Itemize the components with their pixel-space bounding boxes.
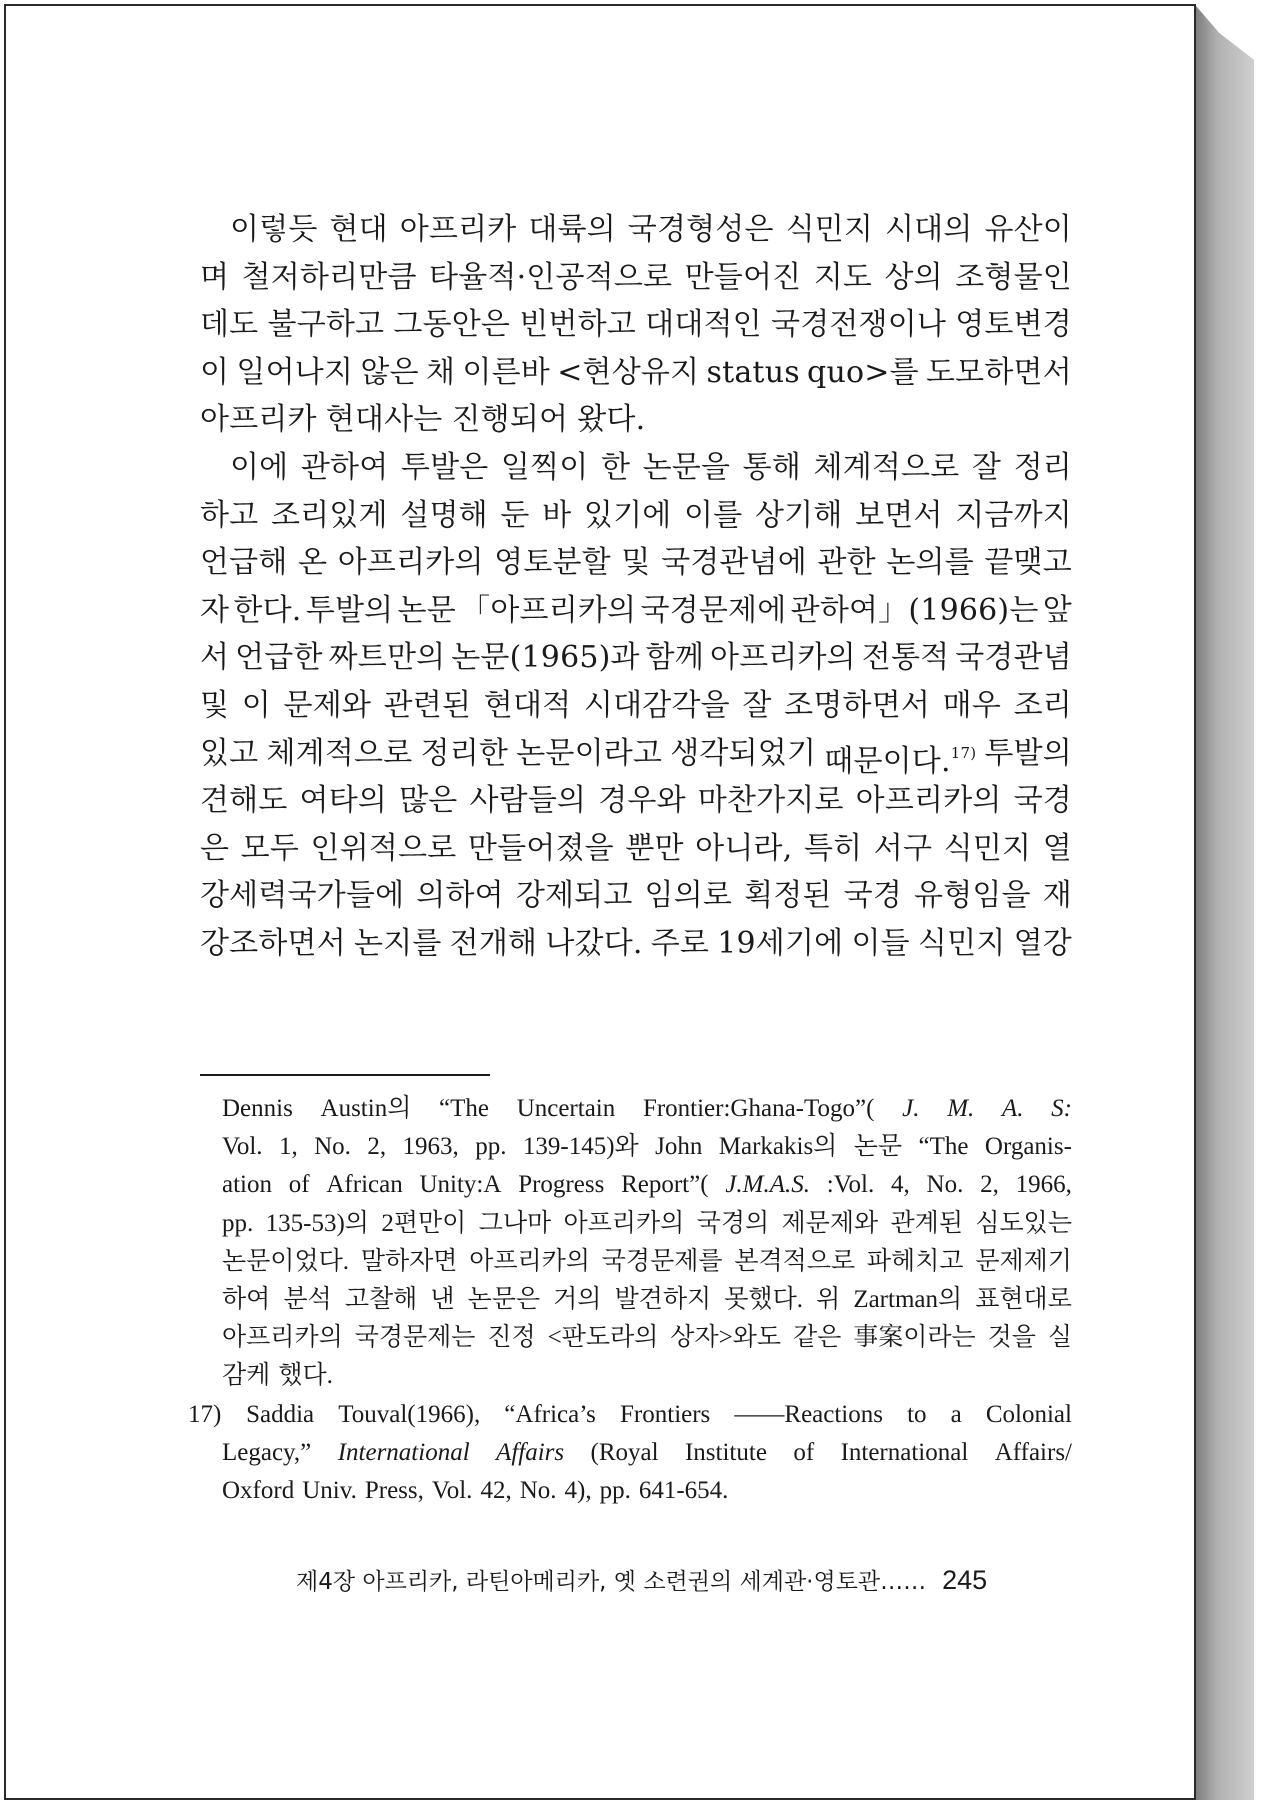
footnote-word: “The [439, 1095, 489, 1122]
body-word: 국경문제에 [640, 592, 787, 628]
body-word: 현대적 [483, 687, 572, 723]
footnote-word: Progress [518, 1171, 605, 1199]
footnote-word: :Vol. [826, 1171, 875, 1199]
body-word: 아프리카의 [337, 545, 484, 581]
body-word: 현대사는 [325, 402, 443, 438]
footnote-word: 2, [367, 1133, 387, 1161]
footnote-word: 상자>와도 [670, 1324, 781, 1352]
footnote-word: 135-53)의 [265, 1209, 369, 1237]
body-word: 체계적으로 [813, 449, 960, 485]
body-word: 일어나지 [236, 354, 354, 390]
body-word: 투발의 [305, 592, 394, 628]
body-word: 은 [200, 830, 230, 866]
body-word: 상기해 [755, 497, 843, 533]
footnote-word: <판도라의 [547, 1324, 659, 1352]
body-word: 논문이라고 [516, 735, 663, 771]
body-word: 둔 [500, 497, 530, 533]
footnote-line [222, 1128, 1072, 1166]
body-word: 잘 [742, 687, 772, 723]
footnote-word: 실 [1047, 1324, 1072, 1352]
body-word: 지도 [813, 259, 873, 295]
footnote-word: 파헤치고 [866, 1247, 964, 1275]
footnote-word: Institute [684, 1438, 767, 1466]
body-word: 아프리카의 [709, 640, 856, 676]
body-word: 주로 [650, 925, 710, 961]
body-word: 임의로 [644, 878, 733, 914]
footnote-word: 낸 [430, 1285, 455, 1313]
body-word: 데도 [200, 307, 259, 343]
body-word: 아프리카의 [855, 783, 1002, 819]
footnote-word: 논문 [853, 1133, 903, 1161]
footnote-word: 본격적으로 [734, 1247, 856, 1275]
footnote-word: 표현대로 [975, 1285, 1072, 1313]
body-word: 빈번하고 [519, 307, 636, 343]
footnote-word: 분석 [283, 1285, 332, 1313]
body-word: 잘 [971, 449, 1002, 485]
footnote-word: Oxford [222, 1476, 295, 1504]
footnote-word: Zartman의 [853, 1285, 963, 1313]
footnote-word: “The [918, 1133, 969, 1161]
body-word: 대대적인 [645, 307, 762, 343]
body-word: 조형물인 [955, 259, 1072, 295]
footnote-word: Colonial [985, 1400, 1072, 1428]
body-word: 일찍이 [500, 449, 589, 485]
body-word: 의하여 [416, 878, 504, 914]
body-word: 자 [200, 592, 230, 628]
body-word: 대륙의 [528, 212, 616, 247]
body-word: 이 [200, 354, 230, 390]
footnote-word: 말하자면 [360, 1247, 458, 1275]
body-line [200, 634, 1072, 682]
body-line [200, 444, 1072, 492]
body-word: 시대의 [885, 212, 973, 247]
body-line [200, 872, 1072, 920]
body-word: quo>를 [807, 354, 919, 390]
body-word: 조리있게 [270, 497, 388, 533]
body-word-with-ref [824, 730, 976, 778]
running-footer [296, 1563, 1046, 1596]
footnote-word: “Africa’s [504, 1400, 596, 1428]
body-text [200, 206, 1072, 968]
body-word: 이들 [851, 925, 910, 961]
body-word: <현상유지 [557, 354, 700, 390]
footnote-line [222, 1357, 1072, 1395]
body-word: 국경전쟁이나 [771, 307, 947, 343]
footnote-word: 하여 [222, 1285, 271, 1313]
body-line [200, 349, 1072, 397]
footnote-word: pp. [222, 1209, 254, 1237]
body-word: 있기에 [583, 497, 672, 533]
footnotes [188, 1090, 1072, 1510]
body-word: 국경형성은 [627, 212, 774, 247]
footnote-word: 논문은 [467, 1285, 541, 1313]
body-word: 「아프리카의 [460, 592, 637, 628]
body-word: 철저하리만큼 [241, 259, 417, 295]
body-line [200, 920, 1072, 968]
body-word: 및 [621, 545, 651, 581]
body-word: 열강 [1013, 925, 1072, 961]
footnote-word: 1963, [402, 1133, 459, 1161]
footnote-word: 국경문제를 [601, 1247, 723, 1275]
footnote-word: 국경의 [696, 1209, 770, 1237]
body-word: 설명해 [400, 497, 488, 533]
body-word: 강조하면서 [200, 925, 346, 961]
footnote-line [222, 1205, 1072, 1243]
footnote-word: pp. [599, 1476, 631, 1504]
footnote-word: Legacy,” [222, 1438, 312, 1466]
footnote-word: A. [1001, 1095, 1024, 1122]
footnote-line [188, 1396, 1072, 1434]
footnote-rule [200, 1074, 490, 1076]
body-word: 왔다. [577, 402, 646, 438]
body-line [200, 730, 1072, 778]
body-word: 유산이 [984, 212, 1072, 247]
body-word: 사람들의 [469, 783, 587, 819]
body-word: 재 [1042, 878, 1072, 914]
footnote-line [222, 1166, 1072, 1204]
footnote-word: No. [926, 1171, 964, 1199]
footnote-word: 문제제기 [975, 1247, 1072, 1275]
footnote-word: 제문제와 [781, 1209, 879, 1237]
footnote-word: 발견하지 [614, 1285, 712, 1313]
body-word: 마찬가지로 [697, 783, 844, 819]
footnote-word: to [907, 1400, 927, 1428]
body-word: 짜트만의 [328, 640, 446, 676]
body-word: 관하여 [300, 449, 389, 485]
body-word: 통해 [742, 449, 802, 485]
footnote-word: International [840, 1438, 969, 1466]
body-word: 보면서 [855, 497, 943, 533]
body-word: 논문을 [642, 449, 731, 485]
footnote-word: 위 [816, 1285, 841, 1313]
body-word: 많은 [399, 783, 458, 819]
body-word: 식민지 [785, 212, 874, 247]
footnote-word: 국경문제는 [354, 1324, 476, 1352]
footnote-word: 2편만이 [381, 1209, 467, 1237]
footnote-word: 2, [980, 1171, 999, 1199]
footnote-word: No. [314, 1133, 351, 1161]
body-word: 지금까지 [955, 497, 1072, 533]
footnote-word: 아프리카의 [469, 1247, 590, 1275]
body-line [200, 301, 1072, 349]
footnote-word: 641-654. [638, 1476, 729, 1504]
body-word: 만들어졌을 [467, 830, 614, 866]
body-word: 여타의 [299, 783, 388, 819]
body-word: 한다. [233, 592, 302, 628]
body-word: 아니라, [695, 830, 793, 866]
footnote-line [222, 1281, 1072, 1319]
body-word: 획정된 [744, 878, 832, 914]
footnote-word: 42, [480, 1476, 512, 1504]
body-word: 식민지 [943, 830, 1032, 866]
footnote-word: a [950, 1400, 962, 1428]
body-word: 국경 [1013, 783, 1072, 819]
footnote-word: J.M.A.S. [725, 1171, 810, 1199]
footnote-word: 그나마 [478, 1209, 552, 1237]
body-word: 식민지 [917, 925, 1006, 961]
footnote-word: 했다. [278, 1362, 333, 1390]
body-word: 강세력국가들에 [200, 878, 405, 914]
footnote-word: International [337, 1438, 470, 1466]
footnote-word: Press, [364, 1476, 424, 1504]
body-word: 매우 [942, 687, 1002, 723]
footnote-line [222, 1472, 1072, 1510]
footnote-word: Organis- [984, 1133, 1072, 1161]
footnote-word: ation [222, 1171, 272, 1199]
body-word: 논문 [397, 592, 456, 628]
body-word: 19세기에 [717, 925, 844, 961]
body-word: 아프리카 [399, 212, 517, 247]
footnote-word: 논문이었다. [222, 1247, 350, 1275]
body-word: 영토변경 [955, 307, 1072, 343]
body-word: 특히 [803, 830, 863, 866]
body-word: 이에 [230, 449, 289, 485]
footnote-line [222, 1243, 1072, 1281]
body-word: 문제와 [283, 687, 372, 723]
body-word: 이 [241, 687, 271, 723]
footnote-word: John [655, 1133, 703, 1161]
footnote-word: Affairs [496, 1438, 565, 1466]
footnote-word: Saddia [246, 1400, 315, 1428]
body-word: 현대 [329, 212, 388, 247]
footnote-word: 고찰해 [344, 1285, 418, 1313]
body-word: 관한 [817, 545, 876, 581]
body-line [200, 682, 1072, 730]
footnote-word: Affairs/ [994, 1438, 1072, 1466]
running-footer-chapter: 제4장 아프리카, 라틴아메리카, 옛 소련권의 세계관·영토관…… [296, 1569, 927, 1595]
footnote-word: 4, [891, 1171, 910, 1199]
footnote-word: Univ. [302, 1476, 357, 1504]
footnote-word: Markakis의 [718, 1133, 838, 1161]
body-word: 논지를 [354, 925, 442, 961]
body-word: 논의를 [886, 545, 974, 581]
body-word: 하고 [200, 497, 259, 533]
body-word: 투발의 [984, 735, 1072, 771]
footnote-word: 거의 [553, 1285, 602, 1313]
body-word: status [706, 354, 800, 390]
footnote-word: Austin의 [320, 1095, 412, 1122]
body-word: 관하여」(1966)는 [790, 592, 1039, 628]
footnote-word: of [288, 1171, 310, 1199]
body-word: 함께 [645, 640, 705, 676]
body-word: 상의 [884, 259, 943, 295]
body-line [200, 206, 1072, 254]
footnote-word: 관계된 [890, 1209, 963, 1237]
footnote-word: 아프리카의 [222, 1324, 343, 1352]
footnote-word: 1966, [1015, 1171, 1072, 1199]
footnote-word: Vol. [431, 1476, 473, 1504]
body-word: 시대감각을 [583, 687, 730, 723]
body-word: 생각되었기 [670, 735, 817, 771]
body-word: 언급한 [235, 640, 323, 676]
body-line [200, 587, 1072, 635]
body-word: 있고 [200, 735, 259, 771]
body-line [200, 539, 1072, 587]
footnote-word: pp. [475, 1133, 507, 1161]
body-word: 서구 [873, 830, 933, 866]
body-word: 유형임을 [914, 878, 1031, 914]
body-word: 전개해 [449, 925, 538, 961]
body-word: 불구하고 [267, 307, 385, 343]
body-word: 한 [600, 449, 631, 485]
footnote-word: S: [1051, 1095, 1072, 1122]
body-word: 온 [298, 545, 328, 581]
body-word: 체계적으로 [266, 735, 413, 771]
body-word: 관련된 [383, 687, 472, 723]
body-word: 견해도 [200, 783, 288, 819]
body-word: 열 [1042, 830, 1072, 866]
footnote-word: 것을 [987, 1324, 1036, 1352]
body-word: 논문(1965)과 [451, 640, 640, 676]
body-word: 조리 [1013, 687, 1072, 723]
body-word: 타율적·인공적으로 [429, 259, 673, 295]
body-word: 이렇듯 [230, 212, 318, 247]
footnote-word: 1, [278, 1133, 298, 1161]
body-word: 이를 [684, 497, 743, 533]
body-word: 경우와 [598, 783, 686, 819]
body-word: 투발은 [400, 449, 489, 485]
footnote-line [222, 1319, 1072, 1357]
footnote-word: African [326, 1171, 403, 1199]
body-word: 영토분할 [494, 545, 611, 581]
body-word: 진행되어 [451, 402, 569, 438]
body-word: 도모하면서 [926, 354, 1072, 390]
body-word: 국경관념 [955, 640, 1072, 676]
footnote-word: Touval(1966), [338, 1400, 481, 1428]
footnote-line [222, 1090, 1072, 1128]
footnote-word: 139-145)와 [522, 1133, 639, 1161]
body-word: 정리 [1013, 449, 1072, 485]
body-word: 인위적으로 [310, 830, 457, 866]
body-word: 아프리카 [200, 402, 317, 438]
body-word: 만들어진 [684, 259, 802, 295]
body-word: 전통적 [861, 640, 950, 676]
body-word: 정리한 [420, 735, 509, 771]
body-word: 않은 [360, 354, 419, 390]
footnote-word: Uncertain [516, 1095, 616, 1122]
footnote-word: Dennis [222, 1095, 293, 1122]
body-line [200, 396, 1072, 444]
body-word: 그동안은 [393, 307, 511, 343]
footnote-word: 진정 [487, 1324, 536, 1352]
body-word: 나갔다. [545, 925, 643, 961]
footnote-word: Vol. [222, 1133, 263, 1161]
body-word: 며 [200, 259, 230, 295]
body-word: 채 [426, 354, 456, 390]
footnote-word: 못했다. [724, 1285, 803, 1313]
footnote-word: 事案이라는 [853, 1324, 976, 1352]
footnote-word: 4), [564, 1476, 592, 1504]
footnote-word: Frontiers [620, 1400, 711, 1428]
footnote-word: 같은 [792, 1324, 842, 1352]
footnote-word: (Royal [590, 1438, 659, 1466]
body-word: 강제되고 [515, 878, 633, 914]
body-word: 앞 [1042, 592, 1072, 628]
page-number: 245 [942, 1565, 988, 1595]
body-word: 끝맺고 [984, 545, 1072, 581]
body-word: 때문이다. [824, 743, 951, 779]
page-edge [1196, 6, 1254, 1800]
body-line [200, 254, 1072, 302]
footnote-word: No. [519, 1476, 557, 1504]
body-word: 모두 [240, 830, 300, 866]
footnote-line [222, 1434, 1072, 1472]
footnote-number: 17) [188, 1400, 222, 1428]
footnote-word: M. [947, 1095, 975, 1122]
body-word: 국경 [843, 878, 903, 914]
body-word: 이른바 [462, 354, 550, 390]
footnote-word: of [793, 1438, 815, 1466]
footnote-word: ——Reactions [734, 1400, 883, 1428]
body-word: 뿐만 [625, 830, 684, 866]
footnote-reference: 17) [950, 743, 977, 762]
body-word: 조명하면서 [784, 687, 931, 723]
footnote-word: Frontier:Ghana-Togo”( [642, 1095, 875, 1122]
body-line [200, 777, 1072, 825]
footnote-word: 심도있는 [975, 1209, 1072, 1237]
body-line [200, 825, 1072, 873]
footnote-word: 감케 [222, 1362, 271, 1390]
body-word: 서 [200, 640, 230, 676]
body-word: 및 [200, 687, 230, 723]
body-word: 국경관념에 [661, 545, 807, 581]
footnote-word: Report”( [621, 1171, 709, 1199]
body-word: 바 [542, 497, 572, 533]
footnote-word: 아프리카의 [563, 1209, 685, 1237]
body-line [200, 492, 1072, 540]
footnote-word: J. [902, 1095, 920, 1122]
body-word: 언급해 [200, 545, 288, 581]
footnote-word: Unity:A [419, 1171, 502, 1199]
